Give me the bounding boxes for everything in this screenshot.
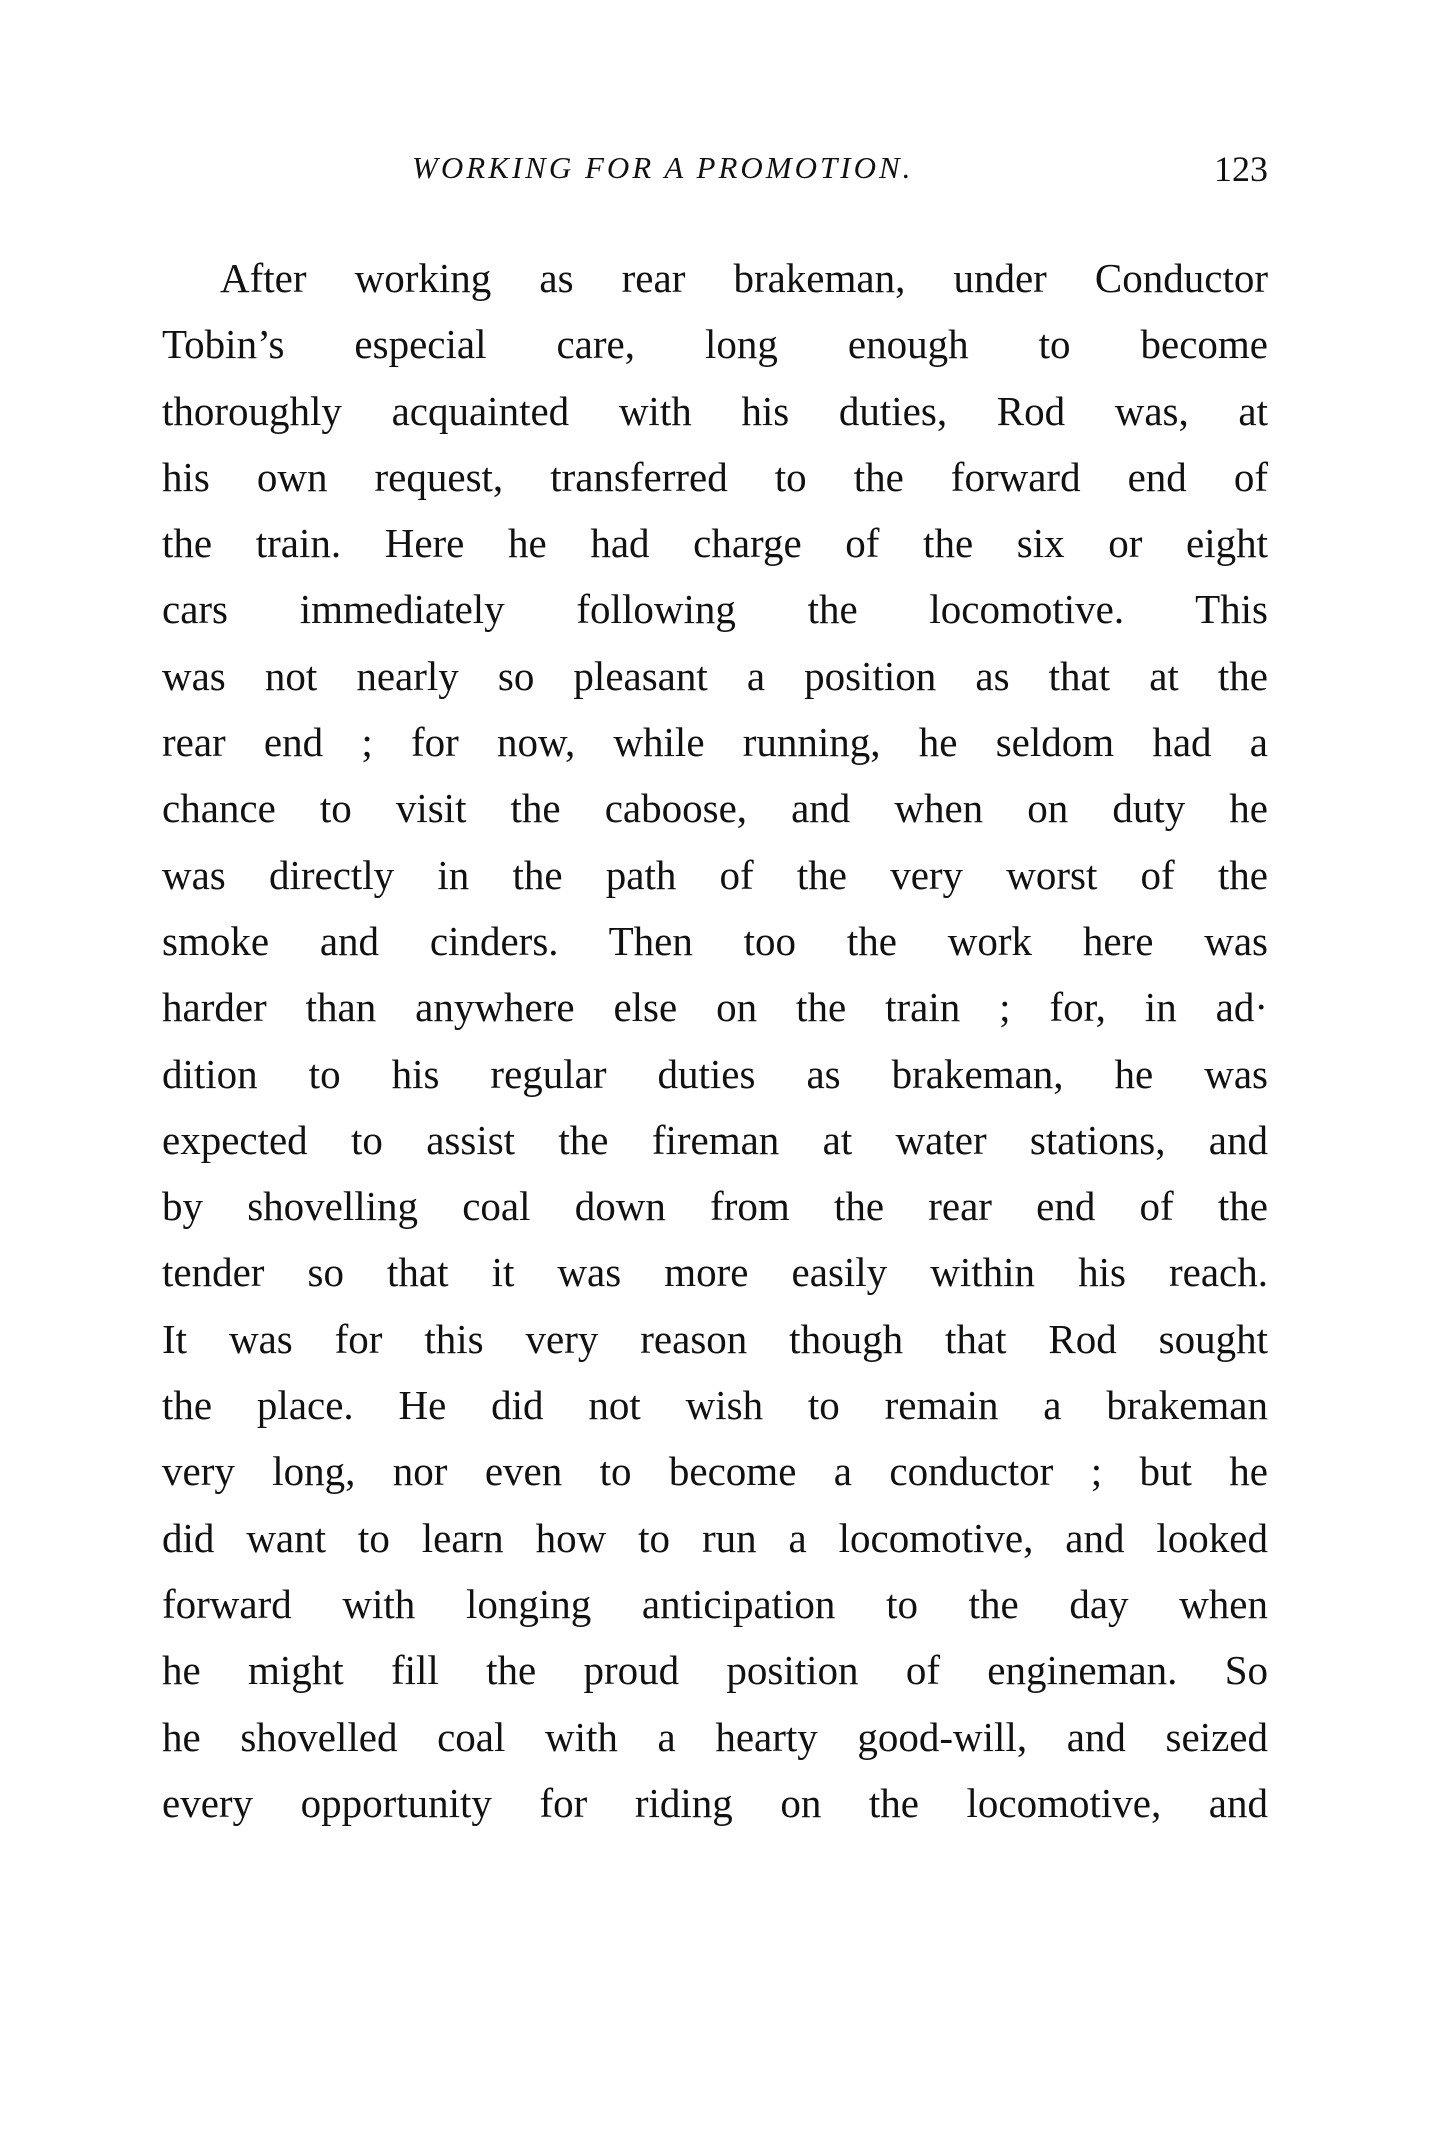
text-line: his own request, transferred to the forward end of (162, 453, 1268, 500)
text-line: forward with longing anticipation to the day when (162, 1580, 1268, 1627)
text-line: by shovelling coal down from the rear end of the (162, 1183, 1268, 1230)
running-title: WORKING FOR A PROMOTION. (412, 150, 914, 185)
text-line: very long, nor even to become a conductor ; but he (162, 1448, 1268, 1495)
text-line: Tobin’s especial care, long enough to become (162, 321, 1268, 368)
text-line: expected to assist the fireman at water stations, and (162, 1116, 1268, 1163)
text-line: After working as rear brakeman, under Conductor (220, 255, 1268, 301)
text-line: the train. Here he had charge of the six or eight (162, 520, 1268, 567)
text-line: harder than anywhere else on the train ; for, in ad· (162, 984, 1268, 1031)
text-line: cars immediately following the locomotive. This (162, 586, 1268, 633)
text-line: did want to learn how to run a locomotive, and looked (162, 1514, 1268, 1561)
text-line: was not nearly so pleasant a position as that at the (162, 652, 1268, 699)
text-line: he shovelled coal with a hearty good-will, and seized (162, 1713, 1268, 1760)
text-line: dition to his regular duties as brakeman, he was (162, 1050, 1268, 1097)
page-header (162, 150, 1268, 200)
text-line: the place. He did not wish to remain a brakeman (162, 1382, 1268, 1429)
text-line: tender so that it was more easily within his reach. (162, 1249, 1268, 1296)
text-line: every opportunity for riding on the locomotive, and (162, 1779, 1268, 1826)
page-number: 123 (1214, 149, 1268, 189)
text-line: thoroughly acquainted with his duties, Rod was, at (162, 387, 1268, 434)
text-line: smoke and cinders. Then too the work here was (162, 917, 1268, 964)
text-line: chance to visit the caboose, and when on duty he (162, 785, 1268, 832)
text-line: rear end ; for now, while running, he seldom had a (162, 719, 1268, 766)
body-paragraph (162, 245, 1268, 1836)
text-line: It was for this very reason though that Rod sought (162, 1315, 1268, 1362)
text-line: he might fill the proud position of engineman. So (162, 1647, 1268, 1694)
text-line: was directly in the path of the very worst of the (162, 851, 1268, 898)
